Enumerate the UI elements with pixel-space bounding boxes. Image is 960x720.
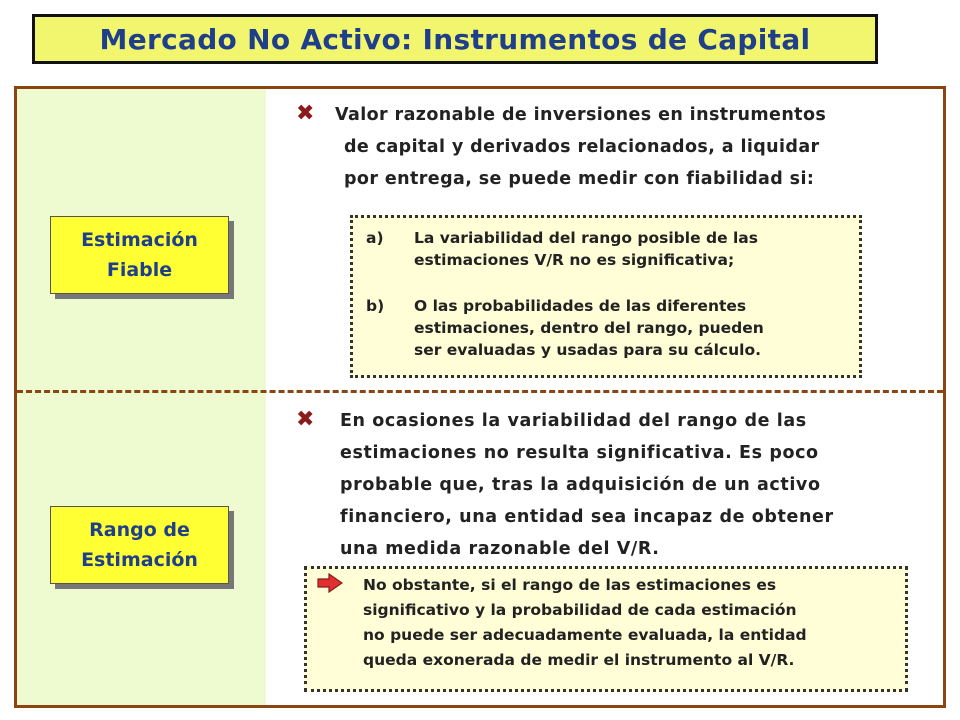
paragraph-line: estimaciones no resulta significativa. Es poco: [340, 443, 819, 463]
item-line: estimaciones V/R no es significativa;: [414, 251, 735, 269]
paragraph-line: Valor razonable de inversiones en instrumentos: [335, 105, 827, 125]
note-box: [304, 566, 908, 692]
note-line: no puede ser adecuadamente evaluada, la entidad: [363, 626, 807, 644]
title-banner: [32, 14, 878, 64]
item-line: La variabilidad del rango posible de las: [414, 229, 758, 247]
page-title: Mercado No Activo: Instrumentos de Capital: [99, 22, 811, 56]
arrow-right-icon: [317, 573, 343, 593]
section-1-paragraph: [335, 99, 826, 195]
conditions-box: [350, 215, 862, 378]
item-line: ser evaluadas y usadas para su cálculo.: [414, 341, 761, 359]
note-text: [363, 573, 807, 673]
item-marker: b): [366, 297, 385, 315]
content-frame: [14, 86, 946, 708]
paragraph-line: por entrega, se puede medir con fiabilidad si:: [344, 169, 815, 189]
section-2-paragraph: [340, 405, 834, 565]
x-mark-icon: ✖: [296, 407, 315, 432]
item-line: estimaciones, dentro del rango, pueden: [414, 319, 764, 337]
label-line: Estimación: [81, 229, 198, 251]
item-line: O las probabilidades de las diferentes: [414, 297, 747, 315]
paragraph-line: de capital y derivados relacionados, a liquidar: [344, 137, 820, 157]
label-line: Rango de: [89, 519, 190, 541]
paragraph-line: financiero, una entidad sea incapaz de obtener: [340, 507, 834, 527]
paragraph-line: probable que, tras la adquisición de un activo: [340, 475, 821, 495]
paragraph-line: En ocasiones la variabilidad del rango de las: [340, 411, 807, 431]
label-rango-estimacion: [50, 506, 229, 584]
note-line: queda exonerada de medir el instrumento al V/R.: [363, 651, 795, 669]
x-mark-icon: ✖: [296, 101, 315, 126]
left-column: [17, 89, 266, 705]
label-line: Fiable: [106, 259, 173, 281]
item-marker: a): [366, 229, 384, 247]
note-line: significativo y la probabilidad de cada estimación: [363, 601, 797, 619]
note-line: No obstante, si el rango de las estimaciones es: [363, 576, 777, 594]
label-line: Estimación: [81, 549, 198, 571]
label-estimacion-fiable: [50, 216, 229, 294]
paragraph-line: una medida razonable del V/R.: [340, 539, 660, 559]
section-divider: [17, 390, 943, 393]
